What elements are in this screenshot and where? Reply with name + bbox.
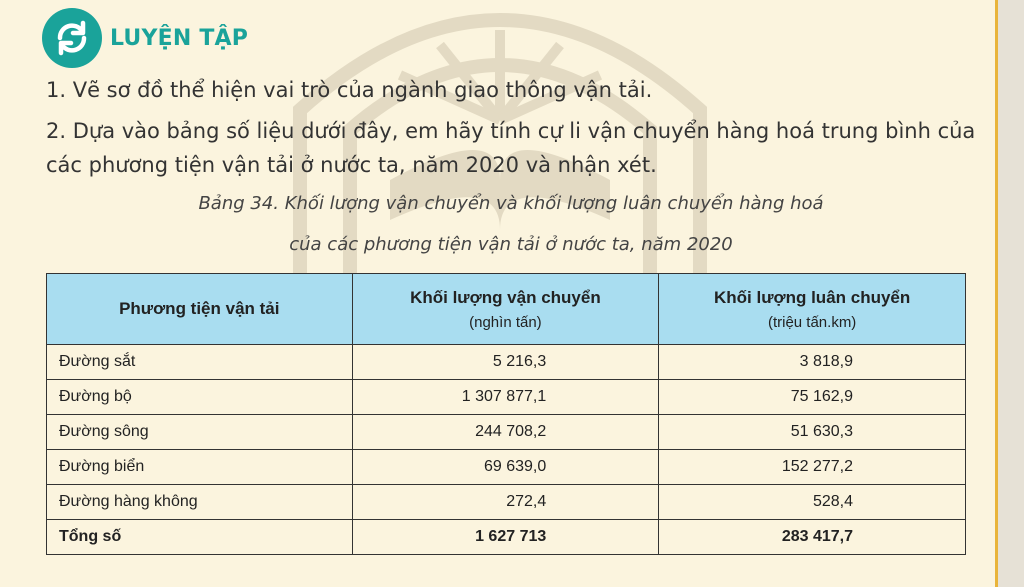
mode-cell: Đường biển bbox=[47, 450, 353, 485]
header-unit: (triệu tấn.km) bbox=[767, 313, 857, 331]
mode-cell: Tổng số bbox=[47, 520, 353, 555]
header-unit: (nghìn tấn) bbox=[469, 313, 542, 331]
refresh-arrows-icon bbox=[42, 8, 102, 68]
section-title: LUYỆN TẬP bbox=[110, 25, 249, 51]
header-label: Khối lượng luân chuyển bbox=[713, 287, 911, 307]
table-caption-line-2: của các phương tiện vận tải ở nước ta, năm 2020 bbox=[289, 234, 733, 255]
table-header-row bbox=[47, 274, 966, 345]
mode-cell: Đường sắt bbox=[47, 345, 353, 380]
mode-cell: Đường hàng không bbox=[47, 485, 353, 520]
turnover-volume-cell: 528,4 bbox=[659, 485, 966, 520]
turnover-volume-cell: 75 162,9 bbox=[659, 380, 966, 415]
turnover-volume-cell: 283 417,7 bbox=[659, 520, 966, 555]
header-turnover-volume bbox=[659, 274, 966, 345]
table-total-row bbox=[47, 520, 966, 555]
table-row bbox=[47, 485, 966, 520]
transport-volume-cell: 69 639,0 bbox=[352, 450, 659, 485]
turnover-volume-cell: 51 630,3 bbox=[659, 415, 966, 450]
transport-volume-cell: 244 708,2 bbox=[352, 415, 659, 450]
header-transport-mode bbox=[47, 274, 353, 345]
question-2: 2. Dựa vào bảng số liệu dưới đây, em hãy tính cự li vận chuyển hàng hoá trung bình của các phương tiện vận tải ở nước ta, năm 2020 và nhận xét. bbox=[46, 119, 976, 177]
table-row bbox=[47, 345, 966, 380]
header-label: Khối lượng vận chuyển bbox=[410, 287, 601, 307]
mode-cell: Đường sông bbox=[47, 415, 353, 450]
table-row bbox=[47, 415, 966, 450]
mode-cell: Đường bộ bbox=[47, 380, 353, 415]
transport-volume-cell: 272,4 bbox=[352, 485, 659, 520]
table-caption-line-1: Bảng 34. Khối lượng vận chuyển và khối lượng luân chuyển hàng hoá bbox=[198, 193, 824, 214]
table-row bbox=[47, 450, 966, 485]
header-transport-volume bbox=[352, 274, 659, 345]
table-row bbox=[47, 380, 966, 415]
section-header bbox=[42, 8, 248, 68]
transport-volume-cell: 5 216,3 bbox=[352, 345, 659, 380]
transport-volume-cell: 1 627 713 bbox=[352, 520, 659, 555]
transport-volume-cell: 1 307 877,1 bbox=[352, 380, 659, 415]
turnover-volume-cell: 152 277,2 bbox=[659, 450, 966, 485]
freight-table bbox=[46, 273, 966, 555]
question-1: 1. Vẽ sơ đồ thể hiện vai trò của ngành giao thông vận tải. bbox=[46, 78, 653, 102]
header-label: Phương tiện vận tải bbox=[119, 299, 280, 318]
turnover-volume-cell: 3 818,9 bbox=[659, 345, 966, 380]
